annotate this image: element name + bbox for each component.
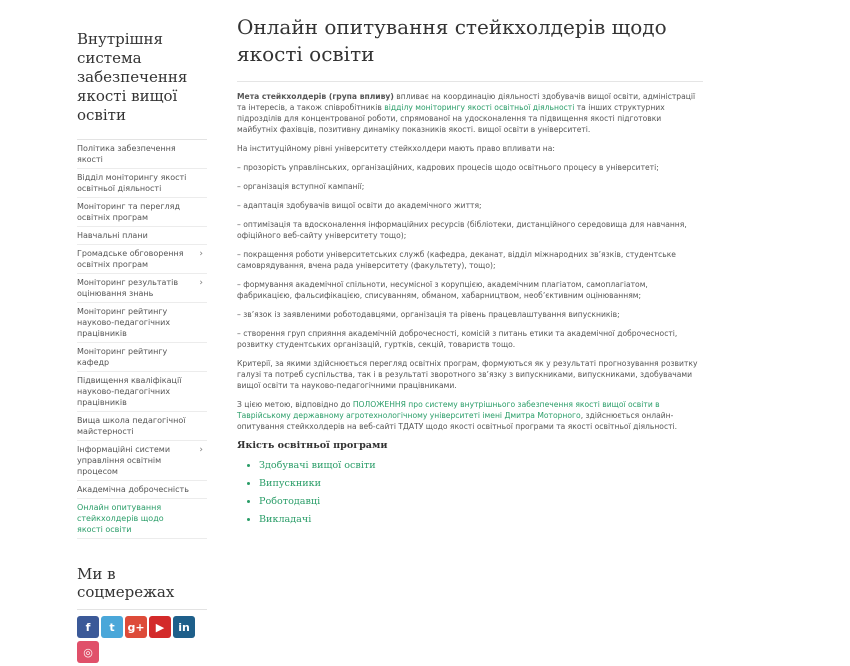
closing-text: З цією метою, відповідно до (237, 400, 353, 409)
sidebar-item-quality-policy[interactable] (77, 140, 207, 169)
sidebar-item-label: Навчальні плани (77, 231, 148, 240)
chevron-right-icon[interactable]: › (199, 445, 203, 455)
criteria-paragraph: Критерії, за якими здійснюється перегляд освітніх програм, формуються як у результаті прогнозування розвитку галузі та потреб суспільства, так і в результаті зворотного зв’язку з випускниками, випускниками, здобувачами вищої освіти та науково-педагогічними працівниками. (237, 359, 698, 390)
facebook-icon[interactable]: f (77, 616, 99, 638)
sidebar-item-information-systems[interactable] (77, 441, 207, 481)
chevron-right-icon[interactable]: › (199, 278, 203, 288)
survey-link-graduates[interactable]: Випускники (259, 478, 322, 489)
section-title: Якість освітньої програми (237, 440, 388, 451)
sidebar-item-program-review[interactable] (77, 198, 207, 227)
sidebar-item-label: Громадське обговорення освітніх програм (77, 249, 184, 269)
chevron-right-icon[interactable]: › (199, 249, 203, 259)
sidebar-item-label: Підвищення кваліфікації науково-педагогічних працівників (77, 376, 182, 407)
sidebar-item-monitoring-department[interactable] (77, 169, 207, 198)
sidebar-item-label: Онлайн опитування стейкхолдерів щодо якості освіти (77, 503, 164, 534)
list-item (259, 511, 703, 529)
intro-text: впливає на координацію діяльності здобувачів вищої освіти, адміністрації та інтересів, а також співробітників (237, 92, 696, 112)
linkedin-icon[interactable]: in (173, 616, 195, 638)
list-item (259, 457, 703, 475)
point-item: – покращення роботи університетських служб (кафедра, деканат, відділ міжнародних зв’язків, студентське самоврядування, вчена рада університету (факультету), тощо); (237, 250, 676, 270)
main-content (237, 14, 703, 529)
page-title: Онлайн опитування стейкхолдерів щодо якості освіти (237, 14, 703, 82)
survey-link-teachers[interactable]: Викладачі (259, 514, 312, 525)
intro-text: та інших структурних підрозділів для концентрованої роботи, спрямованої на удосконалення та підвищення якості підготовки майбутніх фахівців, позитивну динаміку показників якості. вищої освіти в університеті. (237, 103, 665, 134)
divider (77, 609, 207, 610)
instagram-icon[interactable]: ◎ (77, 641, 99, 663)
point-item: – створення груп сприяння академічній доброчесності, комісій з питань етики та академічної доброчесності, розвитку студентських організацій, гуртків, секцій, товариств тощо. (237, 329, 678, 349)
sidebar-item-academic-integrity[interactable] (77, 481, 207, 499)
sidebar-item-label: Моніторинг та перегляд освітніх програм (77, 202, 180, 222)
point-item: – прозорість управлінських, організаційних, кадрових процесів щодо освітнього процесу в університеті; (237, 163, 659, 172)
sidebar-item-curricula[interactable] (77, 227, 207, 245)
intro-paragraph (237, 91, 703, 135)
survey-links (237, 457, 703, 529)
sidebar-menu (77, 139, 207, 539)
sidebar (77, 30, 207, 666)
sidebar-item-label: Інформаційні системи управління освітнім процесом (77, 445, 171, 476)
list-item (259, 475, 703, 493)
intro-bold: Мета стейкхолдерів (група впливу) (237, 92, 394, 101)
twitter-icon[interactable]: t (101, 616, 123, 638)
sidebar-item-label: Моніторинг результатів оцінювання знань (77, 278, 179, 298)
sidebar-item-department-rating[interactable] (77, 343, 207, 372)
social-links (77, 616, 207, 666)
point-item: – зв’язок із заявленими роботодавцями, організація та рівень працевлаштування випускників; (237, 310, 620, 319)
point-item: – оптимізація та вдосконалення інформаційних ресурсів (бібліотеки, дистанційного середовища для навчання, офіційного веб-сайту університету тощо); (237, 220, 687, 240)
article-body (237, 91, 703, 529)
sidebar-item-label: Моніторинг рейтингу кафедр (77, 347, 168, 367)
sidebar-item-label: Академічна доброчесність (77, 485, 189, 494)
google-plus-icon[interactable]: g+ (125, 616, 147, 638)
sidebar-title: Внутрішня система забезпечення якості вищої освіти (77, 30, 188, 124)
sidebar-item-public-discussion[interactable] (77, 245, 207, 274)
point-item: – адаптація здобувачів вищої освіти до академічного життя; (237, 201, 482, 210)
sidebar-item-pedagogical-school[interactable] (77, 412, 207, 441)
point-item: – організація вступної кампанії; (237, 182, 365, 191)
sidebar-item-label: Вища школа педагогічної майстерності (77, 416, 186, 436)
sidebar-item-assessment-monitoring[interactable] (77, 274, 207, 303)
point-item: – формування академічної спільноти, несумісної з корупцією, академічним плагіатом, самоплагіатом, фабрикацією, фальсифікацією, списуванням, обманом, хабарництвом, необ’єктивним оцінюванням; (237, 280, 648, 300)
youtube-icon[interactable]: ▶ (149, 616, 171, 638)
closing-paragraph (237, 399, 703, 432)
sidebar-item-staff-rating[interactable] (77, 303, 207, 343)
closing-text: , здійснюється онлайн-опитування стейкхолдерів на веб-сайті ТДАТУ щодо якості освітньої програми та якості освітньої діяльності. (237, 411, 678, 431)
sidebar-item-professional-development[interactable] (77, 372, 207, 412)
social-title: Ми в соцмережах (77, 565, 175, 601)
monitoring-department-link[interactable]: відділу моніторингу якості освітньої діяльності (384, 103, 575, 112)
sidebar-item-label: Політика забезпечення якості (77, 144, 176, 164)
sidebar-item-label: Моніторинг рейтингу науково-педагогічних працівників (77, 307, 171, 338)
sidebar-item-stakeholder-survey[interactable] (77, 499, 207, 539)
survey-link-employers[interactable]: Роботодавці (259, 496, 321, 507)
list-item (259, 493, 703, 511)
lead-paragraph: На інституційному рівні університету стейкхолдери мають право впливати на: (237, 144, 555, 153)
survey-link-students[interactable]: Здобувачі вищої освіти (259, 460, 376, 471)
regulation-link[interactable]: ПОЛОЖЕННЯ про систему внутрішнього забезпечення якості вищої освіти в Таврійському державному агротехнологічному університеті імені Дмитра Моторного (237, 400, 660, 420)
sidebar-item-label: Відділ моніторингу якості освітньої діяльності (77, 173, 187, 193)
